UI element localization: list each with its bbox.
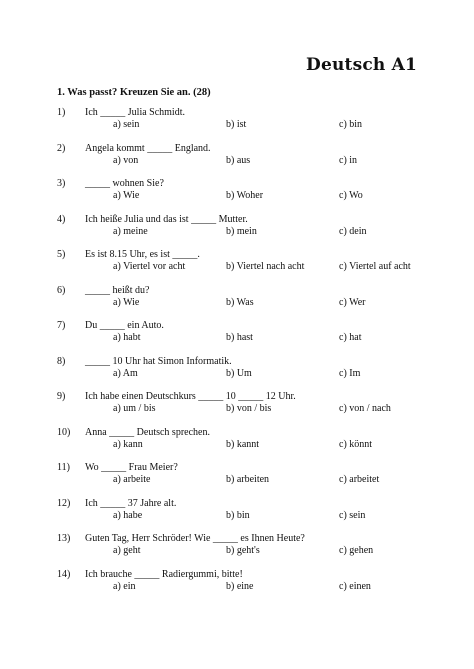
option-a: a) geht	[113, 545, 141, 556]
question-text: Guten Tag, Herr Schröder! Wie _____ es Ihnen Heute?	[85, 533, 305, 544]
option-b: b) von / bis	[226, 403, 272, 414]
question-item	[0, 427, 474, 463]
question-number: 12)	[57, 497, 71, 509]
option-b: b) ist	[226, 119, 247, 130]
question-item	[0, 249, 474, 285]
question-number: 8)	[57, 355, 66, 367]
option-b: b) Woher	[226, 190, 264, 201]
option-b: b) Was	[226, 296, 254, 308]
option-c: c) in	[339, 154, 358, 166]
option-b: b) bin	[226, 509, 250, 521]
option-b: b) eine	[226, 580, 254, 592]
option-c: c) dein	[339, 225, 367, 237]
option-c: c) arbeitet	[339, 474, 380, 485]
question-number: 10)	[57, 426, 71, 438]
option-b: b) mein	[226, 225, 257, 237]
question-number: 14)	[57, 568, 71, 580]
option-a: a) meine	[113, 225, 148, 237]
question-text: Ich _____ 37 Jahre alt.	[85, 497, 177, 509]
question-text: Du _____ ein Auto.	[85, 320, 164, 331]
question-number: 4)	[57, 213, 66, 225]
option-c: c) sein	[339, 509, 366, 521]
question-item	[0, 178, 474, 214]
option-c: c) Wo	[339, 190, 363, 201]
option-c: c) von / nach	[339, 403, 391, 414]
question-item	[0, 320, 474, 356]
question-text: Anna _____ Deutsch sprechen.	[85, 426, 210, 438]
question-number: 2)	[57, 142, 66, 154]
option-c: c) gehen	[339, 545, 374, 556]
option-c: c) Viertel auf acht	[339, 261, 411, 272]
option-b: b) arbeiten	[226, 474, 270, 485]
option-c: c) bin	[339, 119, 363, 130]
document-title: Deutsch A1	[306, 55, 417, 75]
option-a: a) habe	[113, 509, 143, 521]
question-number: 3)	[57, 178, 66, 189]
option-c: c) Wer	[339, 296, 366, 308]
option-b: b) Um	[226, 367, 252, 379]
question-number: 5)	[57, 249, 66, 260]
question-number: 1)	[57, 107, 66, 118]
option-c: c) hat	[339, 332, 362, 343]
question-item	[0, 285, 474, 321]
question-text: Ich heiße Julia und das ist _____ Mutter.	[85, 213, 248, 225]
question-number: 7)	[57, 320, 66, 331]
option-a: a) sein	[113, 119, 140, 130]
question-number: 11)	[57, 462, 70, 473]
option-b: b) hast	[226, 332, 253, 343]
question-item	[0, 356, 474, 392]
question-item	[0, 214, 474, 250]
question-item	[0, 107, 474, 143]
option-c: c) Im	[339, 367, 361, 379]
option-a: a) Wie	[113, 296, 140, 308]
question-item	[0, 498, 474, 534]
question-text: Ich brauche _____ Radiergummi, bitte!	[85, 568, 243, 580]
option-c: c) einen	[339, 580, 371, 592]
option-a: a) Am	[113, 367, 138, 379]
question-text: _____ heißt du?	[85, 284, 150, 296]
question-text: Angela kommt _____ England.	[85, 142, 211, 154]
option-b: b) kannt	[226, 438, 260, 450]
option-c: c) könnt	[339, 438, 373, 450]
question-list	[0, 107, 474, 604]
question-item	[0, 462, 474, 498]
option-a: a) arbeite	[113, 474, 151, 485]
option-a: a) um / bis	[113, 403, 156, 414]
question-item	[0, 569, 474, 605]
question-number: 9)	[57, 391, 66, 402]
question-number: 13)	[57, 533, 71, 544]
option-a: a) ein	[113, 580, 136, 592]
option-a: a) habt	[113, 332, 141, 343]
option-a: a) kann	[113, 438, 143, 450]
question-item	[0, 533, 474, 569]
question-item	[0, 143, 474, 179]
question-text: Wo _____ Frau Meier?	[85, 462, 178, 473]
option-a: a) Viertel vor acht	[113, 261, 186, 272]
question-text: Es ist 8.15 Uhr, es ist _____.	[85, 249, 200, 260]
question-item	[0, 391, 474, 427]
option-b: b) Viertel nach acht	[226, 261, 305, 272]
question-text: _____ wohnen Sie?	[85, 178, 164, 189]
question-number: 6)	[57, 284, 66, 296]
section-heading: 1. Was passt? Kreuzen Sie an. (28)	[57, 87, 211, 98]
option-a: a) von	[113, 154, 139, 166]
question-text: Ich _____ Julia Schmidt.	[85, 107, 185, 118]
option-b: b) aus	[226, 154, 251, 166]
question-text: Ich habe einen Deutschkurs _____ 10 _____ 12 Uhr.	[85, 391, 296, 402]
question-text: _____ 10 Uhr hat Simon Informatik.	[85, 355, 232, 367]
option-b: b) geht's	[226, 545, 260, 556]
option-a: a) Wie	[113, 190, 140, 201]
